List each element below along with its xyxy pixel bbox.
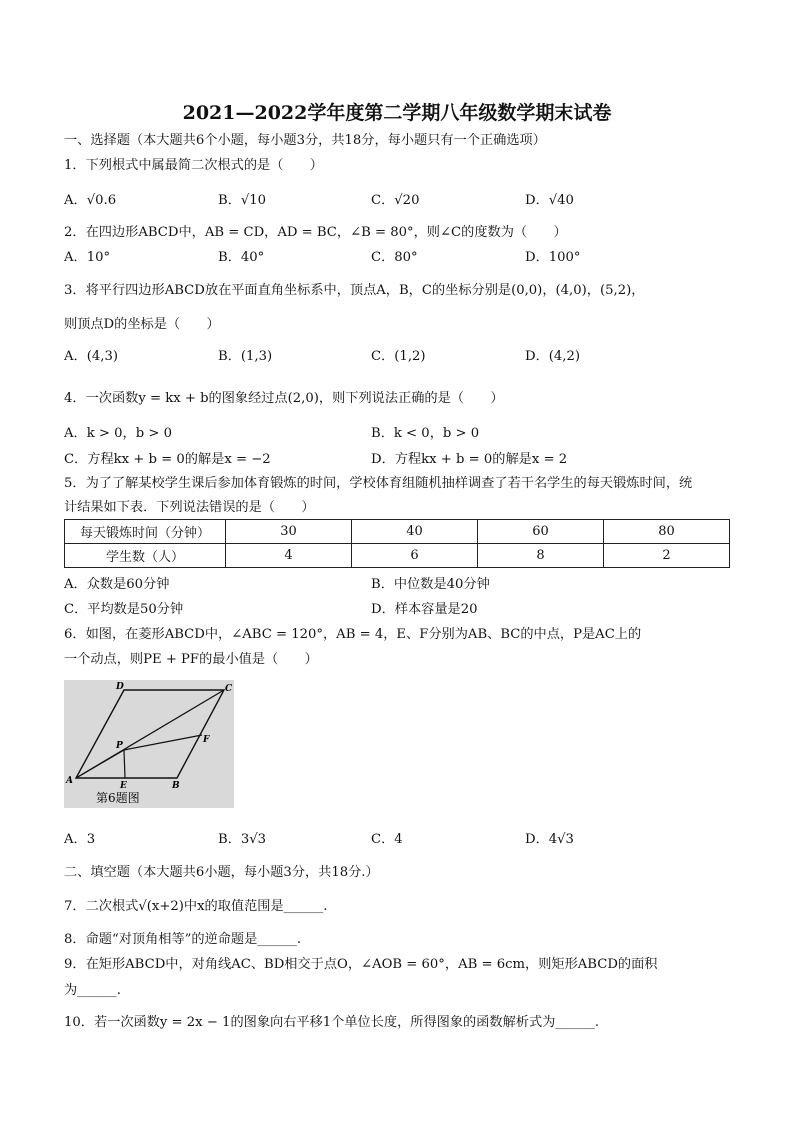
q6-option-b: B．3√3 (218, 832, 267, 847)
q6-option-c: C．4 (371, 832, 403, 847)
q4-option-a: A．k > 0，b > 0 (64, 426, 172, 441)
table-cell: 30 (226, 520, 352, 544)
q2-option-c: C．80° (371, 250, 418, 265)
q3-option-b: B．(1,3) (218, 349, 273, 364)
table-cell: 80 (604, 520, 730, 544)
table-cell: 2 (604, 544, 730, 568)
section-2-heading: 二、填空题（本大题共6小题，每小题3分，共18分.） (64, 865, 379, 880)
q4-option-c: C．方程kx + b = 0的解是x = −2 (64, 452, 271, 467)
q4-stem: 4．一次函数y = kx + b的图象经过点(2,0)，则下列说法正确的是（ ） (64, 391, 504, 406)
q6-stem: 6．如图，在菱形ABCD中，∠ABC = 120°，AB = 4，E、F分别为AB、BC的中点，P是AC上的 (64, 627, 642, 642)
q1-option-b: B．√10 (218, 193, 267, 208)
rhombus-figure (64, 680, 234, 808)
q6-option-a: A．3 (64, 832, 96, 847)
q1-option-c: C．√20 (371, 193, 420, 208)
q5-option-a: A．众数是60分钟 (64, 577, 170, 592)
q1-stem: 1．下列根式中属最简二次根式的是（ ） (64, 158, 323, 173)
q5-option-c: C．平均数是50分钟 (64, 602, 184, 617)
exam-title: 2021—2022学年度第二学期八年级数学期末试卷 (182, 102, 612, 124)
table-cell: 60 (478, 520, 604, 544)
table-row (65, 544, 730, 568)
q9-stem-continued: 为______. (64, 983, 121, 998)
segment-pe (124, 750, 125, 778)
q4-option-b: B．k < 0，b > 0 (371, 426, 480, 441)
q3-option-a: A．(4,3) (64, 349, 118, 364)
table-header-time: 每天锻炼时间（分钟） (65, 520, 226, 544)
q6-stem-continued: 一个动点，则PE + PF的最小值是（ ） (64, 652, 318, 667)
q3-option-c: C．(1,2) (371, 349, 426, 364)
table-cell: 8 (478, 544, 604, 568)
q10-text: 10．若一次函数y = 2x − 1的图象向右平移1个单位长度，所得图象的函数解析式为______. (64, 1015, 600, 1030)
label-a: A (66, 776, 73, 786)
q3-stem: 3．将平行四边形ABCD放在平面直角坐标系中，顶点A，B，C的坐标分别是(0,0)，(4,0)，(5,2)， (64, 283, 645, 298)
q6-option-d: D．4√3 (525, 832, 574, 847)
label-e: E (120, 781, 127, 791)
label-f: F (203, 735, 210, 745)
table-cell: 40 (352, 520, 478, 544)
label-b: B (172, 781, 180, 791)
table-cell: 4 (226, 544, 352, 568)
q5-stem: 5．为了了解某校学生课后参加体育锻炼的时间，学校体育组随机抽样调查了若干名学生的每天锻炼时间，统 (64, 476, 693, 491)
figure-caption: 第6题图 (96, 791, 140, 805)
q5-option-b: B．中位数是40分钟 (371, 577, 490, 592)
q2-option-b: B．40° (218, 250, 265, 265)
q2-option-a: A．10° (64, 250, 111, 265)
q5-option-d: D．样本容量是20 (371, 602, 478, 617)
q9-stem: 9．在矩形ABCD中，对角线AC、BD相交于点O，∠AOB = 60°，AB = 6cm，则矩形ABCD的面积 (64, 957, 658, 972)
section-1-heading: 一、选择题（本大题共6个小题，每小题3分，共18分，每小题只有一个正确选项） (64, 133, 546, 148)
q7-text: 7．二次根式√(x+2)中x的取值范围是______. (64, 899, 328, 914)
q1-option-d: D．√40 (525, 193, 574, 208)
q3-option-d: D．(4,2) (525, 349, 581, 364)
label-c: C (225, 684, 233, 694)
exercise-time-table (64, 519, 730, 568)
table-header-students: 学生数（人） (65, 544, 226, 568)
q1-option-a: A．√0.6 (64, 193, 117, 208)
table-cell: 6 (352, 544, 478, 568)
table-row (65, 520, 730, 544)
q5-stem-continued: 计结果如下表．下列说法错误的是（ ） (64, 500, 315, 515)
q8-text: 8．命题“对顶角相等”的逆命题是______. (64, 932, 302, 947)
q3-stem-continued: 则顶点D的坐标是（ ） (64, 317, 220, 332)
label-d: D (116, 682, 124, 692)
q2-option-d: D．100° (525, 250, 581, 265)
label-p: P (116, 741, 123, 751)
q4-option-d: D．方程kx + b = 0的解是x = 2 (371, 452, 568, 467)
q2-stem: 2．在四边形ABCD中，AB = CD，AD = BC，∠B = 80°，则∠C的度数为（ ） (64, 225, 567, 240)
